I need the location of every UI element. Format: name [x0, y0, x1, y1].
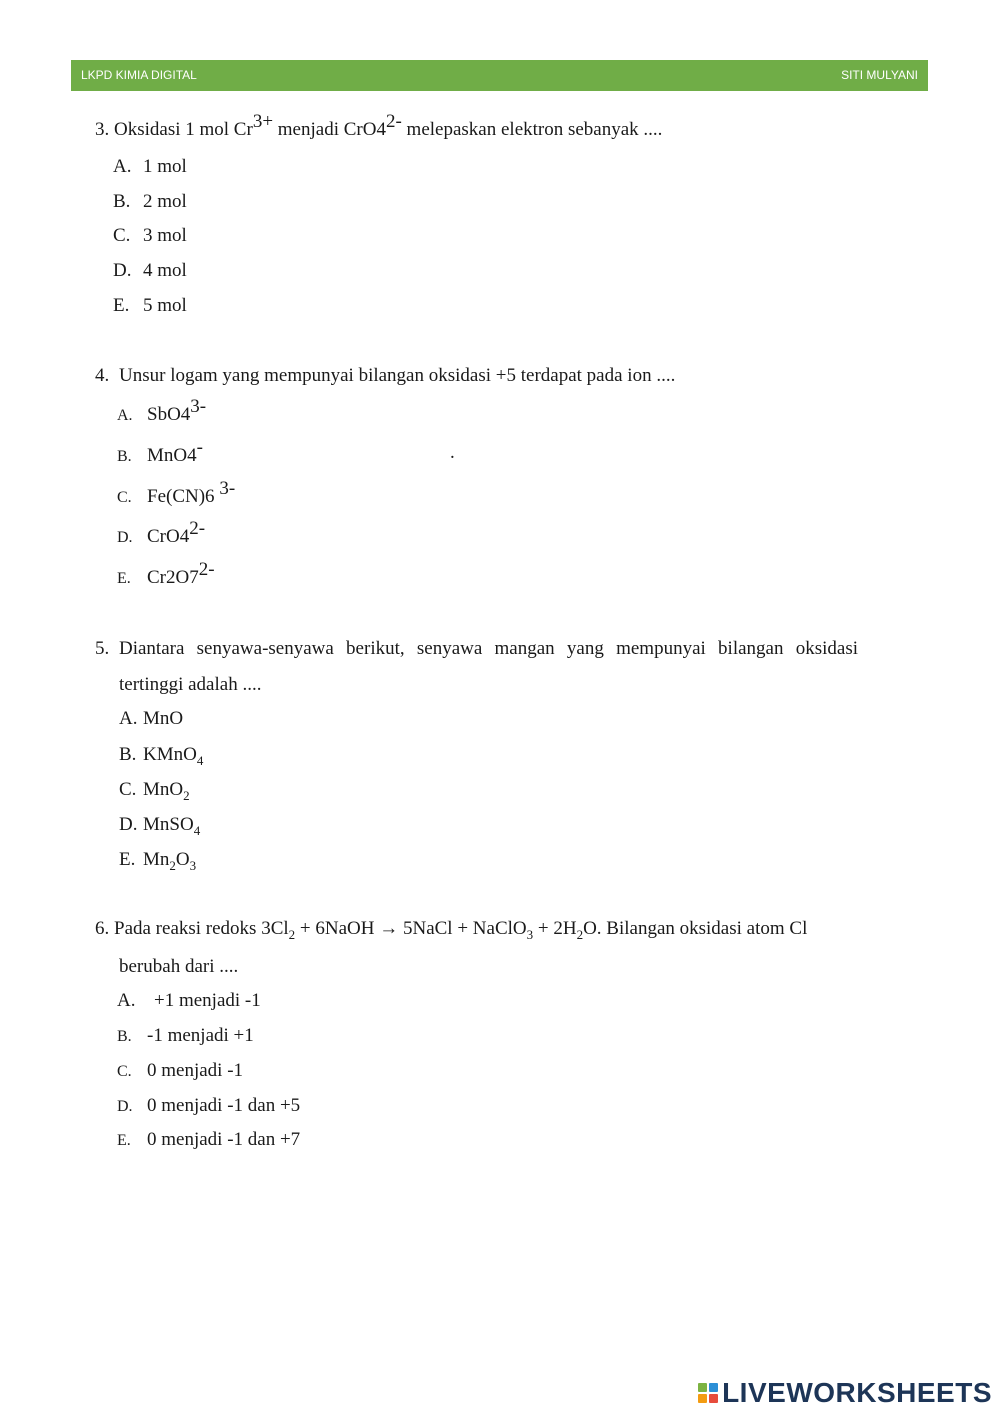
header-title: LKPD KIMIA DIGITAL: [81, 68, 197, 82]
option-q5-a[interactable]: [119, 707, 183, 731]
question-6-continued: berubah dari ....: [119, 956, 239, 977]
option-letter: D.: [117, 529, 133, 546]
ion-charge: 3-: [219, 478, 236, 499]
option-text: 4 mol: [143, 260, 187, 281]
option-letter: A.: [113, 156, 132, 177]
option-text: 2 mol: [143, 191, 187, 212]
question-5-continued: tertinggi adalah ....: [119, 674, 262, 695]
option-letter: C.: [113, 225, 131, 246]
option-q4-b[interactable]: [117, 437, 203, 469]
subscript: 2: [169, 858, 176, 873]
question-text: menjadi CrO4: [273, 119, 386, 140]
question-number: 4.: [95, 365, 110, 386]
subscript: 2: [183, 788, 190, 803]
ion-charge: 2-: [198, 559, 215, 580]
option-letter: A.: [119, 708, 138, 729]
option-text: 5 mol: [143, 295, 187, 316]
option-letter: B.: [117, 1028, 132, 1045]
option-text: Fe(CN)6: [147, 486, 220, 507]
question-text: Diantara senyawa-senyawa berikut, senyawa mangan yang mempunyai bilangan oksidasi: [119, 638, 858, 659]
option-text: CrO4: [147, 526, 190, 547]
option-letter: A.: [117, 407, 133, 424]
option-q6-a[interactable]: [117, 989, 261, 1013]
option-q6-d[interactable]: [117, 1094, 300, 1119]
option-q5-b[interactable]: [119, 743, 203, 768]
option-letter: E.: [117, 570, 131, 587]
option-letter: C.: [119, 779, 137, 800]
option-text: 3 mol: [143, 225, 187, 246]
logo-square-green: [698, 1383, 707, 1392]
option-q3-e[interactable]: [113, 294, 187, 318]
logo-square-blue: [709, 1383, 718, 1392]
option-q5-c[interactable]: [119, 778, 190, 803]
formula: Mn: [143, 849, 170, 870]
logo-square-orange: [698, 1394, 707, 1403]
option-letter: E.: [119, 849, 136, 870]
ion-charge: -: [196, 437, 203, 458]
liveworksheets-logo-icon: [698, 1383, 718, 1403]
option-text: 0 menjadi -1: [147, 1060, 244, 1081]
formula: MnO: [143, 779, 184, 800]
liveworksheets-wordmark: LIVEWORKSHEETS: [722, 1377, 992, 1408]
option-q3-d[interactable]: [113, 259, 187, 283]
option-text: SbO4: [147, 404, 191, 425]
option-letter: A.: [117, 990, 136, 1011]
option-text: 1 mol: [143, 156, 187, 177]
option-letter: B.: [117, 448, 132, 465]
option-letter: D.: [117, 1098, 133, 1115]
superscript: 2-: [385, 111, 402, 132]
stray-dot: .: [450, 442, 455, 463]
logo-square-red: [709, 1394, 718, 1403]
option-q6-b[interactable]: [117, 1024, 254, 1049]
question-text: Pada reaksi redoks 3Cl: [109, 918, 289, 939]
formula: MnSO: [143, 814, 194, 835]
option-q5-e[interactable]: [119, 848, 196, 873]
liveworksheets-brand[interactable]: [698, 1378, 992, 1408]
option-q5-d[interactable]: [119, 813, 200, 838]
question-text: + 6NaOH → 5NaCl + NaClO: [295, 918, 527, 939]
option-letter: E.: [117, 1132, 131, 1149]
option-letter: C.: [117, 489, 132, 506]
option-letter: C.: [117, 1063, 132, 1080]
ion-charge: 3-: [190, 396, 207, 417]
option-letter: B.: [119, 744, 137, 765]
ion-charge: 2-: [189, 518, 206, 539]
option-q4-e[interactable]: [117, 559, 215, 591]
option-letter: D.: [113, 260, 132, 281]
option-text: 0 menjadi -1 dan +7: [147, 1129, 301, 1150]
subscript: 4: [193, 823, 201, 838]
option-letter: E.: [113, 295, 130, 316]
question-4: [95, 364, 675, 388]
header-bar: [71, 60, 928, 91]
option-q3-b[interactable]: [113, 190, 187, 214]
subscript: 2: [288, 927, 296, 942]
question-3: [95, 111, 663, 142]
option-q6-c[interactable]: [117, 1059, 243, 1084]
option-text: +1 menjadi -1: [154, 990, 261, 1011]
question-6: [95, 917, 807, 942]
subscript: 3: [526, 927, 534, 942]
formula: KMnO: [143, 744, 197, 765]
superscript: 3+: [252, 111, 274, 132]
option-text: -1 menjadi +1: [147, 1025, 254, 1046]
formula: MnO: [143, 708, 184, 729]
option-letter: D.: [119, 814, 138, 835]
question-5: [95, 637, 858, 661]
question-text: Unsur logam yang mempunyai bilangan oksidasi +5 terdapat pada ion ....: [119, 365, 676, 386]
option-text: MnO4: [147, 445, 197, 466]
option-letter: B.: [113, 191, 131, 212]
option-text: Cr2O7: [147, 567, 199, 588]
option-q4-a[interactable]: [117, 396, 207, 428]
question-text: Oksidasi 1 mol Cr: [114, 119, 253, 140]
subscript: 3: [189, 858, 197, 873]
header-author: SITI MULYANI: [841, 68, 918, 82]
question-text: melepaskan elektron sebanyak ....: [401, 119, 663, 140]
question-number: 6.: [95, 918, 110, 939]
question-text: O. Bilangan oksidasi atom Cl: [583, 918, 808, 939]
option-q4-d[interactable]: [117, 518, 206, 550]
subscript: 4: [196, 753, 204, 768]
option-q4-c[interactable]: [117, 478, 236, 510]
option-text: 0 menjadi -1 dan +5: [147, 1095, 301, 1116]
option-q3-a[interactable]: [113, 155, 187, 179]
question-number: 5.: [95, 638, 110, 659]
option-q6-e[interactable]: [117, 1128, 300, 1153]
question-text: + 2H: [533, 918, 577, 939]
option-q3-c[interactable]: [113, 224, 187, 248]
question-number: 3.: [95, 119, 110, 140]
formula: O: [175, 849, 190, 870]
subscript: 2: [576, 927, 584, 942]
